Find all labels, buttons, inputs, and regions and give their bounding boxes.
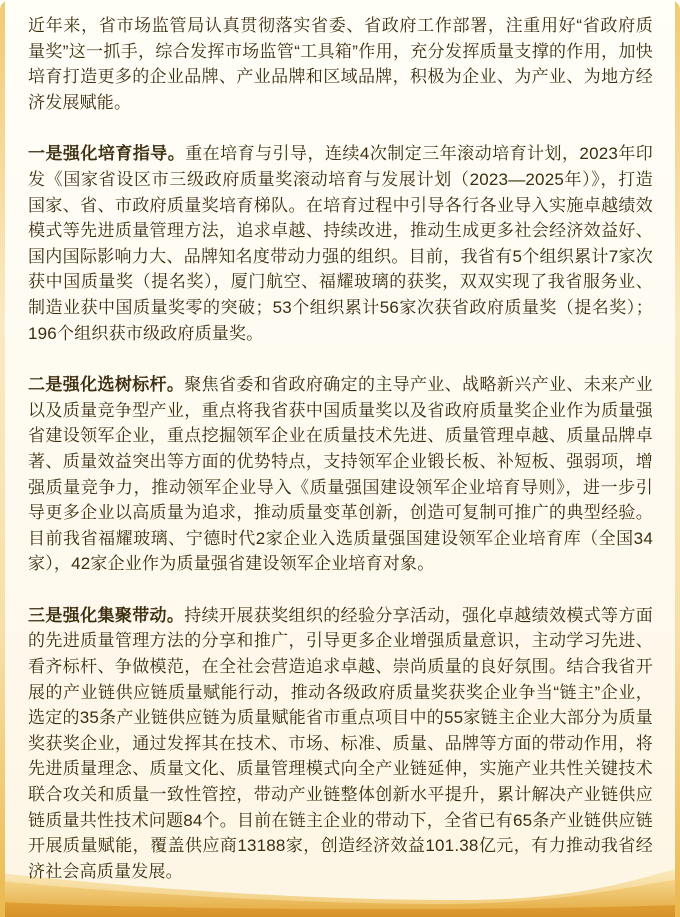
- paragraph: [28, 141, 653, 346]
- paragraph-text: 聚焦省委和省政府确定的主导产业、战略新兴产业、未来产业以及质量竞争型产业，重点将我省获中国质量奖以及省政府质量奖企业作为质量强省建设领军企业，重点挖掘领军企业在质量技术先进、质量管理卓越、质量品牌卓著、质量效益突出等方面的优势特点，支持领军企业锻长板、补短板、强弱项，增强质量竞争力，推动领军企业导入《质量强国建设领军企业培育导则》，进一步引导更多企业以高质量为追求，推动质量变革创新，创造可复制可推广的典型经验。目前我省福耀玻璃、宁德时代2家企业入选质量强国建设领军企业培育库（全国34家），42家企业作为质量强省建设领军企业培育对象。: [28, 375, 653, 574]
- paragraph-text: 重在培育与引导，连续4次制定三年滚动培育计划，2023年印发《国家省设区市三级政府质量奖滚动培育与发展计划（2023—2025年）》，打造国家、省、市政府质量奖培育梯队。在培育过程中引导各行各业导入实施卓越绩效模式等先进质量管理方法，追求卓越、持续改进，推动生成更多社会经济效益好、国内国际影响力大、品牌知名度带动力强的组织。目前，我省有5个组织累计7家次获中国质量奖（提名奖），厦门航空、福耀玻璃的获奖，双双实现了我省服务业、制造业获中国质量奖零的突破；53个组织累计56家次获省政府质量奖（提名奖）；196个组织获市级政府质量奖。: [28, 144, 653, 343]
- paragraph-text: 近年来，省市场监管局认真贯彻落实省委、省政府工作部署，注重用好“省政府质量奖”这一抓手，综合发挥市场监管“工具箱”作用，充分发挥质量支撑的作用，加快培育打造更多的企业品牌、产业品牌和区域品牌，积极为企业、为产业、为地方经济发展赋能。: [28, 16, 653, 112]
- paragraph: [28, 13, 653, 115]
- paragraph: [28, 372, 653, 577]
- right-border-decoration: [675, 0, 680, 917]
- left-border-decoration: [0, 0, 5, 917]
- paragraph-lead: 三是强化集聚带动。: [28, 605, 185, 625]
- paragraph-lead: 一是强化培育指导。: [28, 144, 186, 164]
- paragraph-lead: 二是强化选树标杆。: [28, 375, 185, 395]
- paragraph-text: 持续开展获奖组织的经验分享活动，强化卓越绩效模式等方面的先进质量管理方法的分享和推广，引导更多企业增强质量意识，主动学习先进、看齐标杆、争做模范，在全社会营造追求卓越、崇尚质量的良好氛围。结合我省开展的产业链供应链质量赋能行动，推动各级政府质量奖获奖企业争当“链主”企业，选定的35条产业链供应链为质量赋能省市重点项目中的55家链主企业大部分为质量奖获奖企业，通过发挥其在技术、市场、标准、质量、品牌等方面的带动作用，将先进质量理念、质量文化、质量管理模式向全产业链延伸，实施产业共性关键技术联合攻关和质量一致性管控，带动产业链整体创新水平提升，累计解决产业链供应链质量共性技术问题84个。目前在链主企业的带动下，全省已有65条产业链供应链开展质量赋能，覆盖供应商13188家，创造经济效益101.38亿元，有力推动我省经济社会高质量发展。: [28, 605, 653, 881]
- paragraph: [28, 603, 653, 885]
